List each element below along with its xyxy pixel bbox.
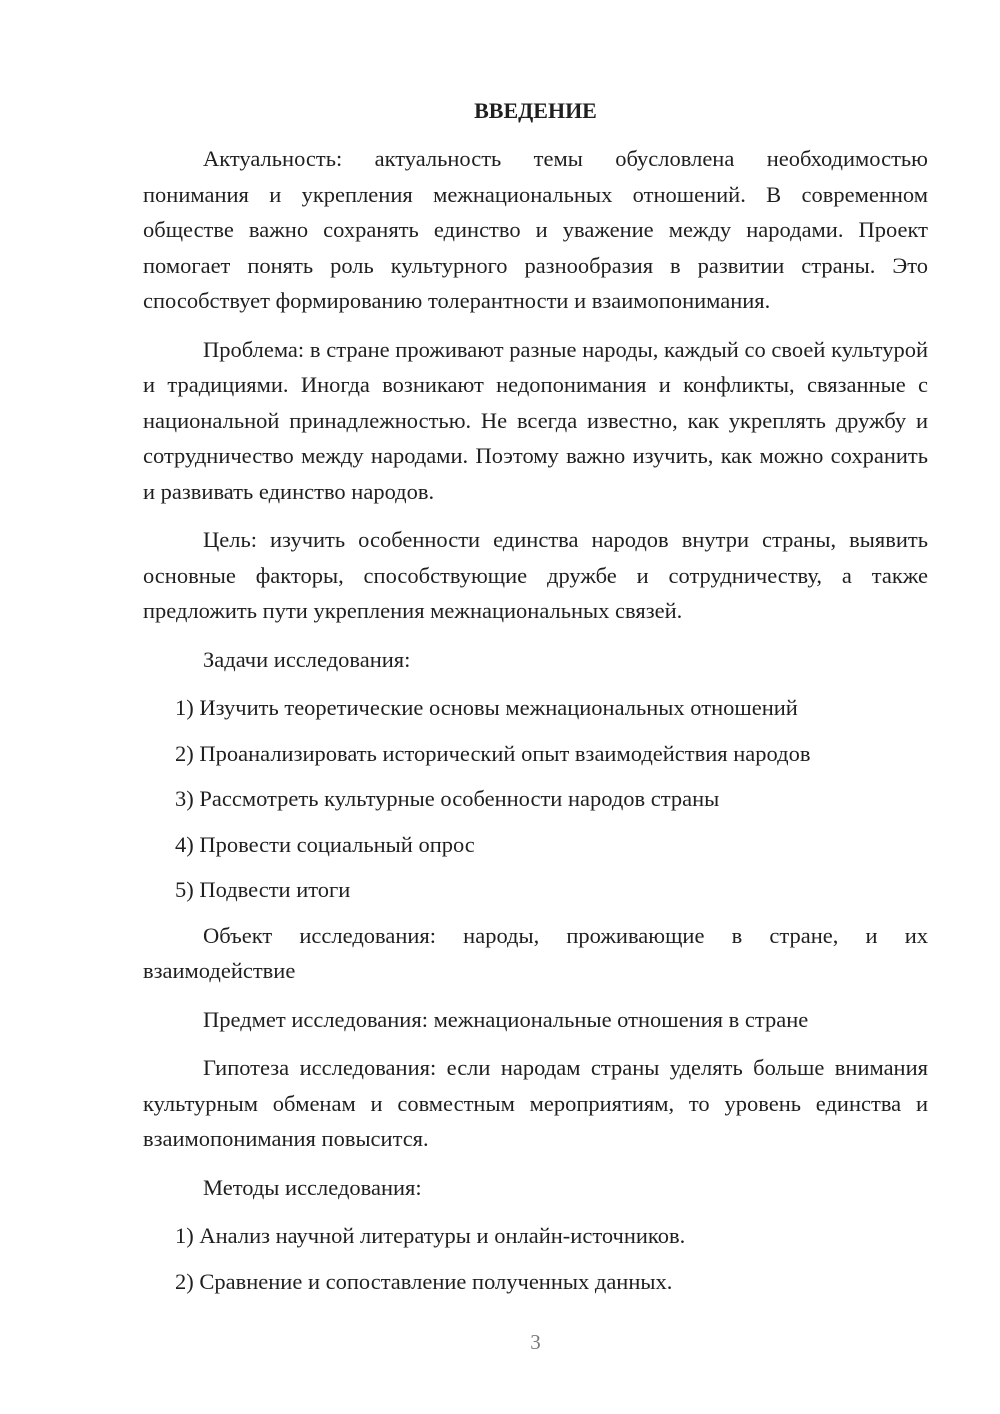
page-content	[143, 94, 928, 1309]
relevance-paragraph: Актуальность: актуальность темы обусловлена необходимостью понимания и укрепления межнациональных отношений. В современном обществе важно сохранять единство и уважение между народами. Проект помогает понять роль культурного разнообразия в развитии страны. Это способствует формированию толерантности и взаимопонимания.	[143, 146, 928, 313]
page-title: ВВЕДЕНИЕ	[474, 98, 597, 123]
task-item: 3) Рассмотреть культурные особенности народов страны	[175, 786, 720, 811]
goal-paragraph: Цель: изучить особенности единства народов внутри страны, выявить основные факторы, способствующие дружбе и сотрудничеству, а также предложить пути укрепления межнациональных связей.	[143, 527, 928, 623]
object-paragraph: Объект исследования: народы, проживающие в стране, и их взаимодействие	[143, 922, 928, 983]
method-item: 2) Сравнение и сопоставление полученных данных.	[175, 1268, 673, 1294]
task-item: 1) Изучить теоретические основы межнациональных отношений	[175, 695, 798, 720]
hypothesis-paragraph: Гипотеза исследования: если народам страны уделять больше внимания культурным обменам и совместным мероприятиям, то уровень единства и взаимопонимания повысится.	[143, 1055, 928, 1151]
methods-heading: Методы исследования:	[203, 1174, 422, 1200]
task-item: 5) Подвести итоги	[175, 877, 351, 902]
page-number: 3	[530, 1330, 541, 1354]
subject-paragraph: Предмет исследования: межнациональные отношения в стране	[203, 1006, 809, 1032]
tasks-heading: Задачи исследования:	[203, 646, 411, 672]
problem-paragraph: Проблема: в стране проживают разные народы, каждый со своей культурой и традициями. Иногда возникают недопонимания и конфликты, связанные с национальной принадлежностью. Не всегда известно, как укреплять дружбу и сотрудничество между народами. Поэтому важно изучить, как можно сохранить и развивать единство народов.	[143, 336, 928, 504]
tasks-list	[143, 690, 928, 908]
method-item: 1) Анализ научной литературы и онлайн-источников.	[175, 1223, 686, 1248]
task-item: 4) Провести социальный опрос	[175, 831, 475, 857]
methods-list	[143, 1218, 928, 1299]
task-item: 2) Проанализировать исторический опыт взаимодействия народов	[175, 740, 811, 766]
